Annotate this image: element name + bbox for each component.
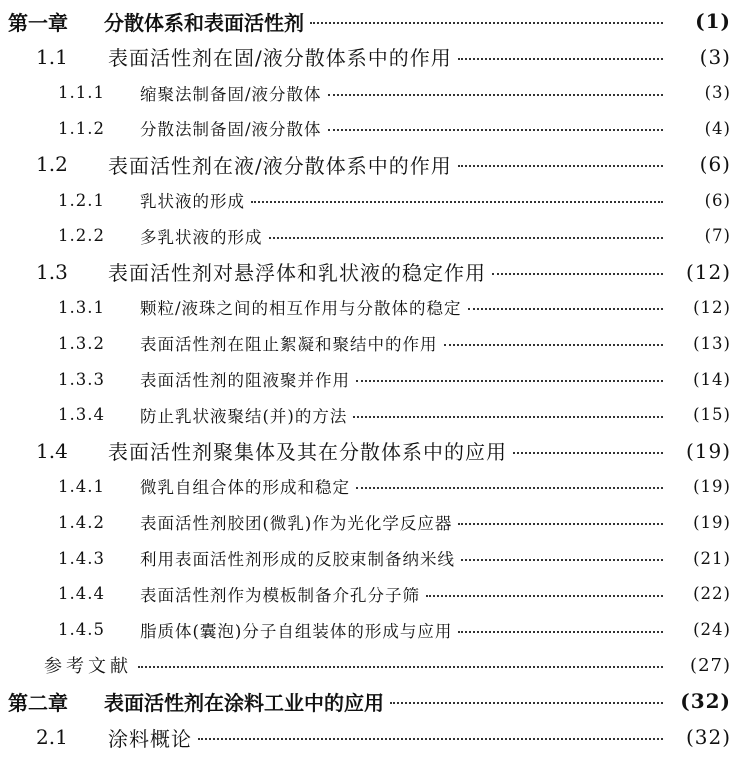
page-number: (19) bbox=[693, 512, 731, 532]
dot-leader bbox=[426, 595, 663, 597]
page-number: (13) bbox=[693, 333, 731, 353]
references-entry[interactable] bbox=[0, 648, 739, 682]
page-number: (1) bbox=[695, 9, 731, 33]
section-entry[interactable] bbox=[0, 147, 739, 181]
entry-title: 表面活性剂胶团(微乳)作为光化学反应器 bbox=[140, 514, 453, 534]
page-number: (3) bbox=[704, 83, 731, 103]
page-number: (19) bbox=[685, 438, 731, 463]
page-number: (4) bbox=[704, 118, 731, 138]
entry-number: 1.4.3 bbox=[58, 548, 105, 568]
page-number: (22) bbox=[693, 584, 731, 604]
entry-number: 1.4 bbox=[36, 438, 68, 463]
entry-title: 脂质体(囊泡)分子自组装体的形成与应用 bbox=[140, 621, 453, 641]
entry-number: 1.3.3 bbox=[58, 369, 105, 389]
chapter-entry[interactable] bbox=[0, 4, 739, 38]
entry-title: 防止乳状液聚结(并)的方法 bbox=[140, 406, 348, 426]
subsection-entry[interactable] bbox=[0, 290, 739, 324]
chapter-entry[interactable] bbox=[0, 684, 739, 718]
section-entry[interactable] bbox=[0, 40, 739, 74]
entry-title: 表面活性剂作为模板制备介孔分子筛 bbox=[140, 585, 420, 605]
page-number: (32) bbox=[685, 725, 731, 749]
dot-leader bbox=[458, 631, 663, 633]
entry-title: 分散体系和表面活性剂 bbox=[104, 10, 304, 35]
entry-title: 参考文献 bbox=[44, 656, 132, 678]
dot-leader bbox=[353, 416, 663, 418]
subsection-entry[interactable] bbox=[0, 326, 739, 360]
dot-leader bbox=[251, 201, 663, 203]
dot-leader bbox=[356, 487, 663, 489]
subsection-entry[interactable] bbox=[0, 362, 739, 396]
entry-number: 1.4.2 bbox=[58, 512, 105, 532]
page-number: (19) bbox=[693, 476, 731, 496]
subsection-entry[interactable] bbox=[0, 505, 739, 539]
entry-number: 1.1.2 bbox=[58, 118, 105, 138]
dot-leader bbox=[492, 273, 663, 275]
dot-leader bbox=[458, 165, 663, 167]
dot-leader bbox=[444, 344, 664, 346]
entry-number: 1.2.1 bbox=[58, 190, 105, 210]
dot-leader bbox=[468, 308, 663, 310]
dot-leader bbox=[390, 702, 663, 704]
subsection-entry[interactable] bbox=[0, 577, 739, 611]
entry-number: 1.3.2 bbox=[58, 333, 105, 353]
dot-leader bbox=[458, 58, 663, 60]
dot-leader bbox=[513, 452, 663, 454]
entry-title: 利用表面活性剂形成的反胶束制备纳米线 bbox=[140, 550, 455, 569]
entry-number: 1.4.4 bbox=[58, 584, 105, 604]
entry-number: 1.4.1 bbox=[58, 476, 105, 496]
dot-leader bbox=[328, 129, 663, 131]
entry-number: 1.1.1 bbox=[58, 83, 105, 103]
subsection-entry[interactable] bbox=[0, 541, 739, 575]
page-number: (3) bbox=[699, 44, 731, 69]
entry-number: 1.2 bbox=[36, 152, 68, 177]
entry-title: 微乳自组合体的形成和稳定 bbox=[140, 478, 350, 498]
subsection-entry[interactable] bbox=[0, 111, 739, 145]
entry-number: 2.1 bbox=[36, 725, 68, 749]
entry-title: 表面活性剂在固/液分散体系中的作用 bbox=[108, 46, 452, 71]
entry-number: 1.3 bbox=[36, 259, 68, 284]
entry-number: 1.4.5 bbox=[58, 620, 105, 640]
entry-title: 多乳状液的形成 bbox=[140, 227, 263, 247]
entry-title: 表面活性剂在液/液分散体系中的作用 bbox=[108, 153, 452, 178]
page-number: (24) bbox=[693, 620, 731, 640]
entry-title: 涂料概论 bbox=[108, 726, 192, 751]
page-number: (12) bbox=[693, 297, 731, 317]
dot-leader bbox=[198, 738, 663, 740]
subsection-entry[interactable] bbox=[0, 613, 739, 647]
entry-number: 1.1 bbox=[36, 44, 68, 69]
section-entry[interactable] bbox=[0, 255, 739, 289]
dot-leader bbox=[310, 22, 663, 24]
entry-title: 分散法制备固/液分散体 bbox=[140, 120, 322, 140]
entry-title: 乳状液的形成 bbox=[140, 192, 245, 211]
page-number: (6) bbox=[704, 190, 731, 210]
dot-leader bbox=[328, 94, 663, 96]
page-number: (6) bbox=[699, 152, 731, 177]
dot-leader bbox=[458, 523, 663, 525]
entry-number: 1.2.2 bbox=[58, 226, 105, 246]
entry-number: 第一章 bbox=[8, 10, 68, 35]
page-number: (7) bbox=[704, 226, 731, 246]
entry-title: 表面活性剂的阻液聚并作用 bbox=[140, 371, 350, 390]
page-number: (15) bbox=[693, 405, 731, 425]
entry-number: 第二章 bbox=[8, 690, 68, 715]
entry-number: 1.3.1 bbox=[58, 297, 105, 317]
entry-title: 表面活性剂在阻止絮凝和聚结中的作用 bbox=[140, 335, 438, 355]
page-number: (14) bbox=[693, 369, 731, 389]
section-entry[interactable] bbox=[0, 720, 739, 754]
entry-number: 1.3.4 bbox=[58, 405, 105, 425]
page-number: (32) bbox=[680, 689, 731, 714]
entry-title: 表面活性剂对悬浮体和乳状液的稳定作用 bbox=[108, 261, 486, 286]
dot-leader bbox=[461, 559, 663, 561]
subsection-entry[interactable] bbox=[0, 183, 739, 217]
subsection-entry[interactable] bbox=[0, 219, 739, 253]
dot-leader bbox=[138, 666, 663, 668]
entry-title: 缩聚法制备固/液分散体 bbox=[140, 84, 322, 104]
entry-title: 表面活性剂聚集体及其在分散体系中的应用 bbox=[108, 440, 507, 465]
subsection-entry[interactable] bbox=[0, 469, 739, 503]
entry-title: 颗粒/液珠之间的相互作用与分散体的稳定 bbox=[140, 299, 462, 319]
page-number: (12) bbox=[685, 259, 731, 284]
page-number: (21) bbox=[693, 548, 731, 568]
section-entry[interactable] bbox=[0, 434, 739, 468]
dot-leader bbox=[269, 237, 664, 239]
subsection-entry[interactable] bbox=[0, 398, 739, 432]
page-number: (27) bbox=[690, 654, 731, 676]
entry-title: 表面活性剂在涂料工业中的应用 bbox=[104, 690, 384, 715]
subsection-entry[interactable] bbox=[0, 76, 739, 110]
dot-leader bbox=[356, 380, 663, 382]
